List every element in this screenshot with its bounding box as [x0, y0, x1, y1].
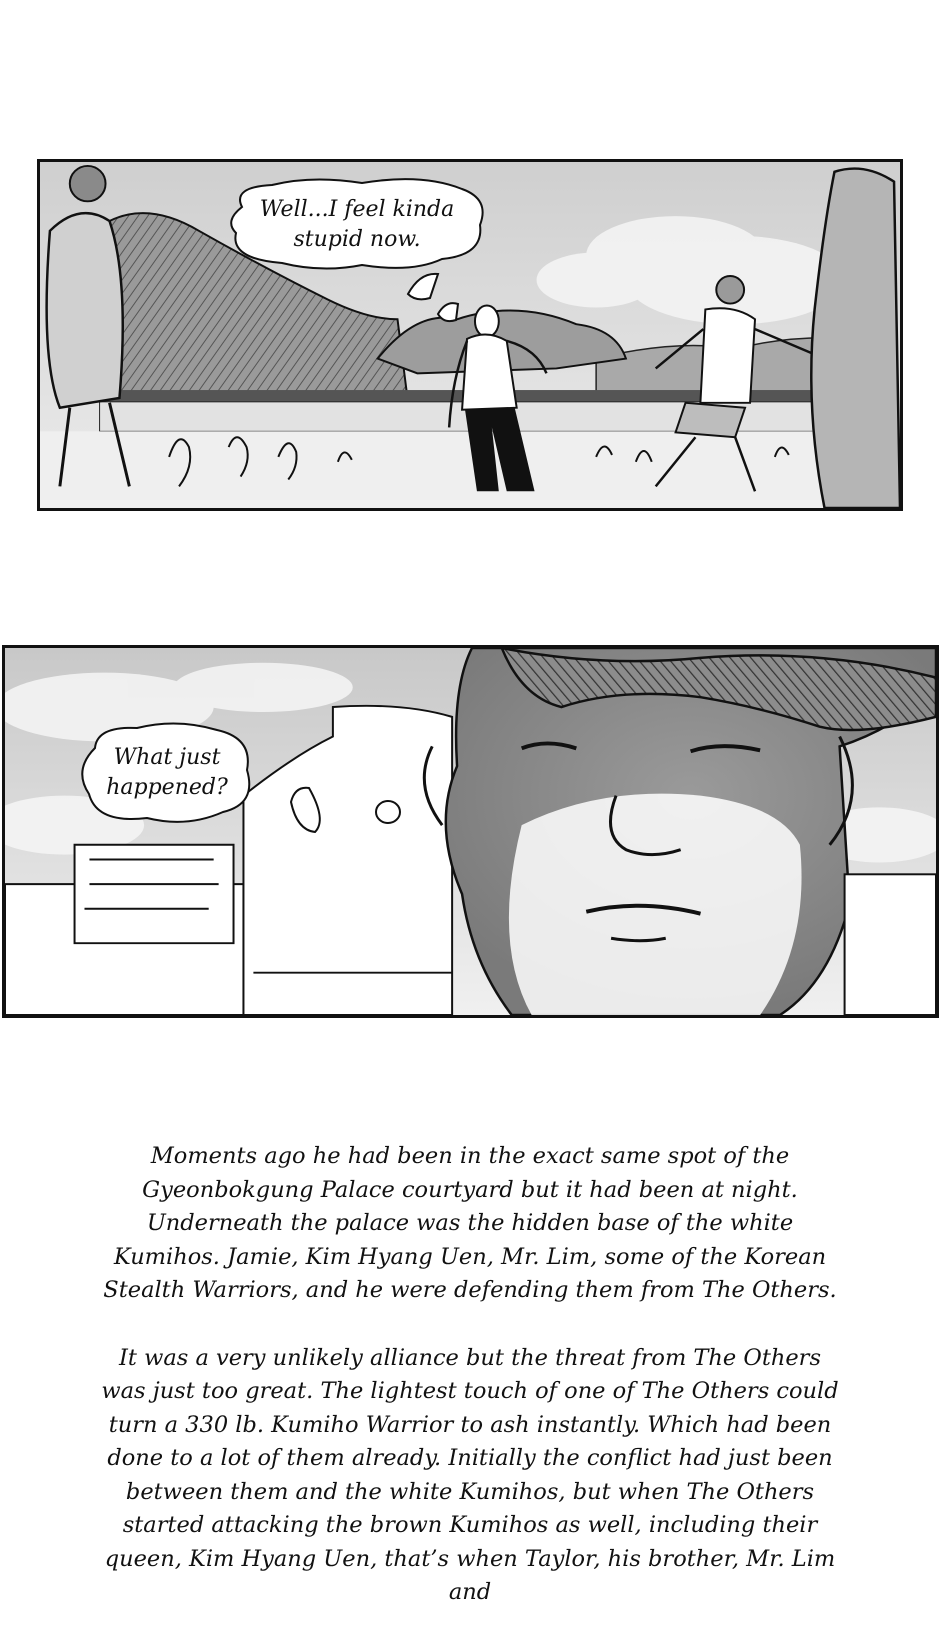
narration-paragraph-1: Moments ago he had been in the exact same spot of the Gyeonbokgung Palace courtyard but it had been at night. Underneath the palace was the hidden base of the white Kumihos. Jamie, Kim Hyang Uen, Mr. Lim, some of the Korean Stealth Warriors, and he were defending them from The Others.	[103, 1143, 837, 1303]
closeup-illustration	[5, 648, 936, 1015]
background-wall	[845, 874, 936, 1015]
speech-bubble-2-text: What just happened?	[106, 745, 228, 800]
narration-paragraph-2: It was a very unlikely alliance but the threat from The Others was just too great. The lightest touch of one of The Others could turn a 330 lb. Kumiho Warrior to ash instantly. Which had been done to a lot of them already. Initially the conflict had just been between them and the white Kumihos, but when The Others started attacking the brown Kumihos as well, including their queen, Kim Hyang Uen, that’s when Taylor, his brother, Mr. Lim and	[101, 1344, 839, 1605]
speech-bubble-1	[222, 177, 492, 273]
speech-bubble-1-text: Well...I feel kinda stupid now.	[259, 197, 455, 252]
narration-text	[100, 1140, 840, 1644]
comic-panel-closeup	[2, 645, 939, 1018]
speech-bubble-1-tail	[400, 262, 470, 332]
speech-bubble-2-tail	[285, 780, 415, 840]
speech-bubble-2	[77, 720, 257, 826]
